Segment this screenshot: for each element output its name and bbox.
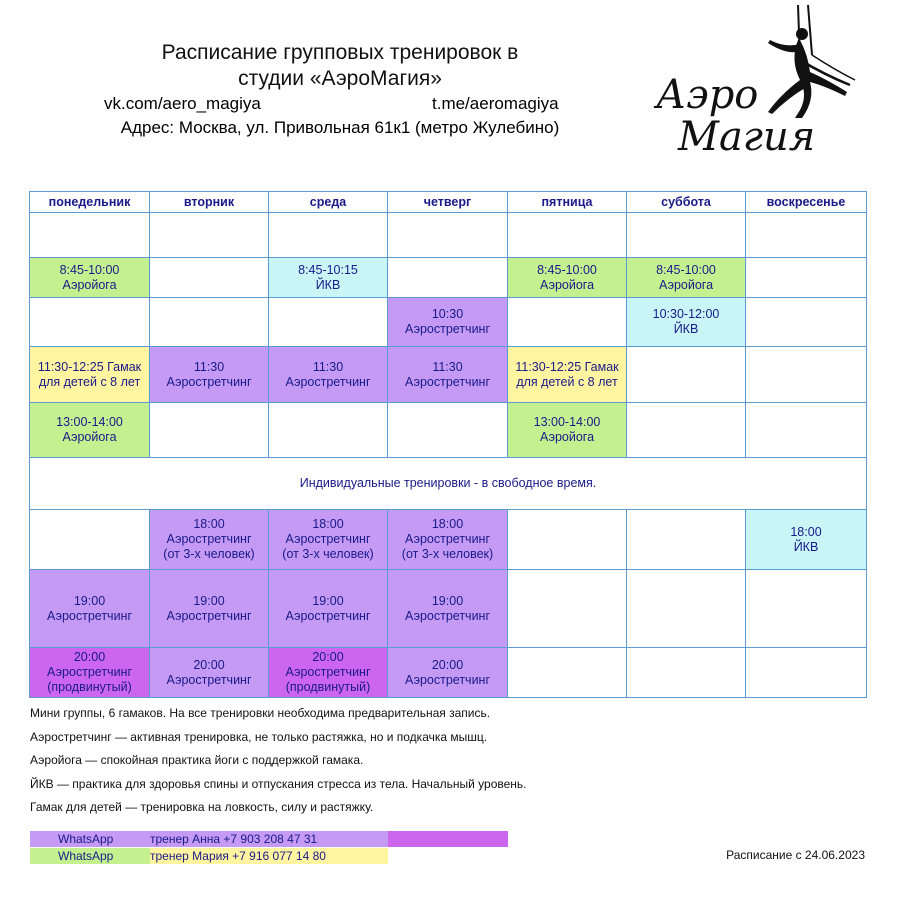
class-fri-aeroyoga: 8:45-10:00 Аэройога xyxy=(508,258,627,298)
empty-cell xyxy=(508,298,627,347)
empty-cell xyxy=(746,213,867,258)
class-mon-kids-hammock: 11:30-12:25 Гамак для детей с 8 лет xyxy=(30,347,150,403)
class-mon-stretching: 19:00 Аэростретчинг xyxy=(30,570,150,648)
class-wed-stretching-advanced: 20:00 Аэростретчинг (продвинутый) xyxy=(269,648,388,698)
class-wed-stretching: 11:30 Аэростретчинг xyxy=(269,347,388,403)
schedule-date: Расписание с 24.06.2023 xyxy=(726,848,865,862)
day-thursday: четверг xyxy=(388,192,508,213)
empty-cell xyxy=(388,258,508,298)
day-sunday: воскресенье xyxy=(746,192,867,213)
class-sat-aeroyoga: 8:45-10:00 Аэройога xyxy=(627,258,746,298)
empty-cell xyxy=(627,213,746,258)
whatsapp-label: WhatsApp xyxy=(58,849,114,863)
empty-cell xyxy=(627,347,746,403)
empty-cell xyxy=(746,258,867,298)
day-friday: пятница xyxy=(508,192,627,213)
empty-cell xyxy=(508,570,627,648)
class-fri-aeroyoga: 13:00-14:00 Аэройога xyxy=(508,403,627,458)
vk-link[interactable]: vk.com/aero_magiya xyxy=(104,94,261,113)
empty-cell xyxy=(746,648,867,698)
header xyxy=(60,40,620,140)
svg-text:Аэро: Аэро xyxy=(656,72,759,118)
class-tue-stretching: 18:00 Аэростретчинг (от 3-х человек) xyxy=(150,510,269,570)
schedule-row-1130 xyxy=(30,347,867,403)
page-title-line-1: Расписание групповых тренировок в xyxy=(161,41,519,64)
links-row xyxy=(60,92,620,116)
contact-maria[interactable] xyxy=(30,848,388,864)
day-tuesday: вторник xyxy=(150,192,269,213)
class-wed-ikv: 8:45-10:15 ЙКВ xyxy=(269,258,388,298)
studio-logo xyxy=(650,0,870,165)
individual-training-note: Индивидуальные тренировки - в свободное время. xyxy=(30,458,867,510)
empty-cell xyxy=(627,403,746,458)
class-sat-ikv: 10:30-12:00 ЙКВ xyxy=(627,298,746,347)
class-tue-stretching: 11:30 Аэростретчинг xyxy=(150,347,269,403)
empty-cell xyxy=(627,510,746,570)
note-mini-groups: Мини группы, 6 гамаков. На все тренировки необходима предварительная запись. xyxy=(30,706,491,720)
schedule-row-empty xyxy=(30,213,867,258)
schedule-row-1030 xyxy=(30,298,867,347)
empty-cell xyxy=(150,213,269,258)
studio-address: Адрес: Москва, ул. Привольная 61к1 (метро Жулебино) xyxy=(120,118,560,137)
empty-cell xyxy=(30,213,150,258)
days-header-row xyxy=(30,192,867,213)
class-mon-aeroyoga: 8:45-10:00 Аэройога xyxy=(30,258,150,298)
empty-cell xyxy=(627,570,746,648)
trainer-anna-phone[interactable]: тренер Анна +7 903 208 47 31 xyxy=(150,832,318,846)
empty-cell xyxy=(30,298,150,347)
note-aerostretching: Аэростретчинг — активная тренировка, не только растяжка, но и подкачка мышц. xyxy=(30,729,488,744)
class-wed-stretching: 18:00 Аэростретчинг (от 3-х человек) xyxy=(269,510,388,570)
class-mon-stretching-advanced: 20:00 Аэростретчинг (продвинутый) xyxy=(30,648,150,698)
class-thu-stretching: 10:30 Аэростретчинг xyxy=(388,298,508,347)
class-thu-stretching: 11:30 Аэростретчинг xyxy=(388,347,508,403)
empty-cell xyxy=(30,510,150,570)
empty-cell xyxy=(269,213,388,258)
notes-list xyxy=(30,704,650,822)
page-title-line-2: студии «АэроМагия» xyxy=(238,67,442,90)
schedule-row-individual xyxy=(30,458,867,510)
note-kids-hammock: Гамак для детей — тренировка на ловкость, силу и растяжку. xyxy=(30,800,374,814)
empty-cell xyxy=(508,213,627,258)
empty-cell xyxy=(627,648,746,698)
empty-cell xyxy=(150,403,269,458)
empty-cell xyxy=(150,298,269,347)
class-thu-stretching: 19:00 Аэростретчинг xyxy=(388,570,508,648)
contact-anna[interactable] xyxy=(30,831,508,847)
note-aeroyoga: Аэройога — спокойная практика йоги с поддержкой гамака. xyxy=(30,753,364,767)
empty-cell xyxy=(150,258,269,298)
empty-cell xyxy=(508,648,627,698)
schedule-table xyxy=(29,191,867,698)
telegram-link[interactable]: t.me/aeromagiya xyxy=(432,94,559,113)
class-sun-ikv: 18:00 ЙКВ xyxy=(746,510,867,570)
empty-cell xyxy=(388,213,508,258)
whatsapp-label: WhatsApp xyxy=(58,832,114,846)
empty-cell xyxy=(269,403,388,458)
svg-text:Магия: Магия xyxy=(678,114,816,160)
schedule-row-1900 xyxy=(30,570,867,648)
day-saturday: суббота xyxy=(627,192,746,213)
contact-color-tail xyxy=(388,831,508,847)
schedule-row-2000 xyxy=(30,648,867,698)
day-monday: понедельник xyxy=(30,192,150,213)
aerial-dancer-icon xyxy=(650,0,870,165)
class-tue-stretching: 20:00 Аэростретчинг xyxy=(150,648,269,698)
class-fri-kids-hammock: 11:30-12:25 Гамак для детей с 8 лет xyxy=(508,347,627,403)
day-wednesday: среда xyxy=(269,192,388,213)
empty-cell xyxy=(746,403,867,458)
note-ikv: ЙКВ — практика для здоровья спины и отпускания стресса из тела. Начальный уровень. xyxy=(30,776,527,791)
empty-cell xyxy=(508,510,627,570)
trainer-maria-phone[interactable]: тренер Мария +7 916 077 14 80 xyxy=(150,849,326,863)
schedule-row-1800 xyxy=(30,510,867,570)
class-tue-stretching: 19:00 Аэростретчинг xyxy=(150,570,269,648)
schedule-row-1300 xyxy=(30,403,867,458)
empty-cell xyxy=(746,347,867,403)
empty-cell xyxy=(388,403,508,458)
class-thu-stretching: 20:00 Аэростретчинг xyxy=(388,648,508,698)
class-thu-stretching: 18:00 Аэростретчинг (от 3-х человек) xyxy=(388,510,508,570)
class-mon-aeroyoga: 13:00-14:00 Аэройога xyxy=(30,403,150,458)
empty-cell xyxy=(746,298,867,347)
schedule-row-morning xyxy=(30,258,867,298)
empty-cell xyxy=(269,298,388,347)
empty-cell xyxy=(746,570,867,648)
class-wed-stretching: 19:00 Аэростретчинг xyxy=(269,570,388,648)
